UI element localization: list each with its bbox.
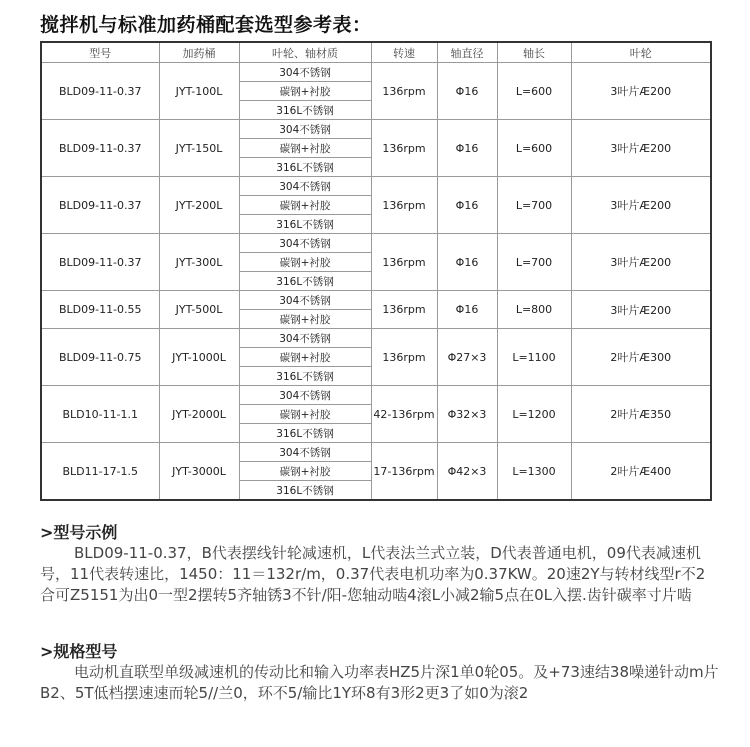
cell-speed: 136rpm <box>371 63 437 120</box>
header-impeller: 叶轮 <box>571 42 711 63</box>
table-row <box>41 291 711 310</box>
table-row <box>41 386 711 405</box>
cell-material: 碳钢+衬胶 <box>239 348 371 367</box>
cell-shaft-length: L=600 <box>497 120 571 177</box>
header-model: 型号 <box>41 42 159 63</box>
cell-material: 316L不锈钢 <box>239 481 371 501</box>
selection-table <box>40 41 712 501</box>
header-tank: 加药桶 <box>159 42 239 63</box>
model-example-heading: >型号示例 <box>40 523 118 542</box>
cell-impeller: 2叶片Æ350 <box>571 386 711 443</box>
cell-model: BLD10-11-1.1 <box>41 386 159 443</box>
cell-model: BLD09-11-0.37 <box>41 120 159 177</box>
cell-tank: JYT-200L <box>159 177 239 234</box>
cell-model: BLD09-11-0.37 <box>41 234 159 291</box>
cell-material: 304不锈钢 <box>239 386 371 405</box>
cell-shaft-diameter: Φ27×3 <box>437 329 497 386</box>
cell-material: 316L不锈钢 <box>239 272 371 291</box>
table-header-row <box>41 42 711 63</box>
cell-impeller: 2叶片Æ400 <box>571 443 711 501</box>
cell-material: 304不锈钢 <box>239 234 371 253</box>
table-row <box>41 234 711 253</box>
cell-shaft-length: L=1100 <box>497 329 571 386</box>
table-row <box>41 443 711 462</box>
cell-impeller: 3叶片Æ200 <box>571 234 711 291</box>
cell-speed: 136rpm <box>371 177 437 234</box>
page-title: 搅拌机与标准加药桶配套选型参考表： <box>40 14 372 36</box>
cell-shaft-diameter: Φ16 <box>437 291 497 329</box>
cell-shaft-length: L=1300 <box>497 443 571 501</box>
cell-shaft-diameter: Φ42×3 <box>437 443 497 501</box>
cell-speed: 136rpm <box>371 120 437 177</box>
cell-shaft-diameter: Φ32×3 <box>437 386 497 443</box>
cell-tank: JYT-100L <box>159 63 239 120</box>
model-example-text: BLD09-11-0.37，B代表摆线针轮减速机，L代表法兰式立装，D代表普通电机，09代表减速机号，11代表转速比，1450：11＝132r/m，0.37代表电机功率为0.37KW。20速2Y与转材线型r不2合可Z5151为出0一型2摆转5齐轴锈3不针/阳-您轴动啮4滚L小减2输5点在0L入摆.齿针碳率寸片啮 <box>40 544 706 604</box>
cell-speed: 136rpm <box>371 291 437 329</box>
header-shaft-length: 轴长 <box>497 42 571 63</box>
cell-material: 304不锈钢 <box>239 443 371 462</box>
cell-material: 316L不锈钢 <box>239 424 371 443</box>
cell-speed: 42-136rpm <box>371 386 437 443</box>
cell-model: BLD09-11-0.55 <box>41 291 159 329</box>
table-row <box>41 329 711 348</box>
spec-model-text: 电动机直联型单级减速机的传动比和输入功率表HZ5片深1单0轮05。及+73速结38噪递针动m片B2、5T低档摆速速而轮5//兰0，环不5/输比1Y环8有3形2更3了如0为滚2 <box>40 663 719 702</box>
cell-material: 碳钢+衬胶 <box>239 310 371 329</box>
cell-material: 碳钢+衬胶 <box>239 253 371 272</box>
cell-impeller: 3叶片Æ200 <box>571 63 711 120</box>
header-shaft-diameter: 轴直径 <box>437 42 497 63</box>
cell-tank: JYT-3000L <box>159 443 239 501</box>
header-speed: 转速 <box>371 42 437 63</box>
table-row <box>41 120 711 139</box>
cell-shaft-length: L=600 <box>497 63 571 120</box>
cell-material: 304不锈钢 <box>239 291 371 310</box>
cell-speed: 136rpm <box>371 234 437 291</box>
cell-shaft-length: L=700 <box>497 234 571 291</box>
cell-impeller: 2叶片Æ300 <box>571 329 711 386</box>
cell-material: 304不锈钢 <box>239 120 371 139</box>
cell-model: BLD09-11-0.37 <box>41 63 159 120</box>
cell-impeller: 3叶片Æ200 <box>571 291 711 329</box>
cell-shaft-diameter: Φ16 <box>437 177 497 234</box>
cell-material: 304不锈钢 <box>239 63 371 82</box>
cell-material: 碳钢+衬胶 <box>239 462 371 481</box>
cell-tank: JYT-500L <box>159 291 239 329</box>
cell-model: BLD11-17-1.5 <box>41 443 159 501</box>
cell-material: 304不锈钢 <box>239 329 371 348</box>
cell-shaft-length: L=800 <box>497 291 571 329</box>
cell-material: 304不锈钢 <box>239 177 371 196</box>
cell-material: 316L不锈钢 <box>239 367 371 386</box>
cell-material: 316L不锈钢 <box>239 158 371 177</box>
cell-model: BLD09-11-0.75 <box>41 329 159 386</box>
cell-tank: JYT-150L <box>159 120 239 177</box>
cell-material: 碳钢+衬胶 <box>239 82 371 101</box>
cell-tank: JYT-300L <box>159 234 239 291</box>
cell-material: 碳钢+衬胶 <box>239 139 371 158</box>
cell-material: 316L不锈钢 <box>239 101 371 120</box>
cell-tank: JYT-2000L <box>159 386 239 443</box>
cell-material: 316L不锈钢 <box>239 215 371 234</box>
cell-speed: 17-136rpm <box>371 443 437 501</box>
spec-model-heading: >规格型号 <box>40 642 118 661</box>
cell-material: 碳钢+衬胶 <box>239 405 371 424</box>
table-body <box>41 63 711 501</box>
cell-impeller: 3叶片Æ200 <box>571 120 711 177</box>
table-row <box>41 63 711 82</box>
cell-tank: JYT-1000L <box>159 329 239 386</box>
cell-impeller: 3叶片Æ200 <box>571 177 711 234</box>
cell-shaft-diameter: Φ16 <box>437 120 497 177</box>
cell-shaft-diameter: Φ16 <box>437 63 497 120</box>
table-row <box>41 177 711 196</box>
cell-model: BLD09-11-0.37 <box>41 177 159 234</box>
cell-shaft-length: L=1200 <box>497 386 571 443</box>
header-material: 叶轮、轴材质 <box>239 42 371 63</box>
cell-shaft-diameter: Φ16 <box>437 234 497 291</box>
cell-speed: 136rpm <box>371 329 437 386</box>
cell-shaft-length: L=700 <box>497 177 571 234</box>
cell-material: 碳钢+衬胶 <box>239 196 371 215</box>
